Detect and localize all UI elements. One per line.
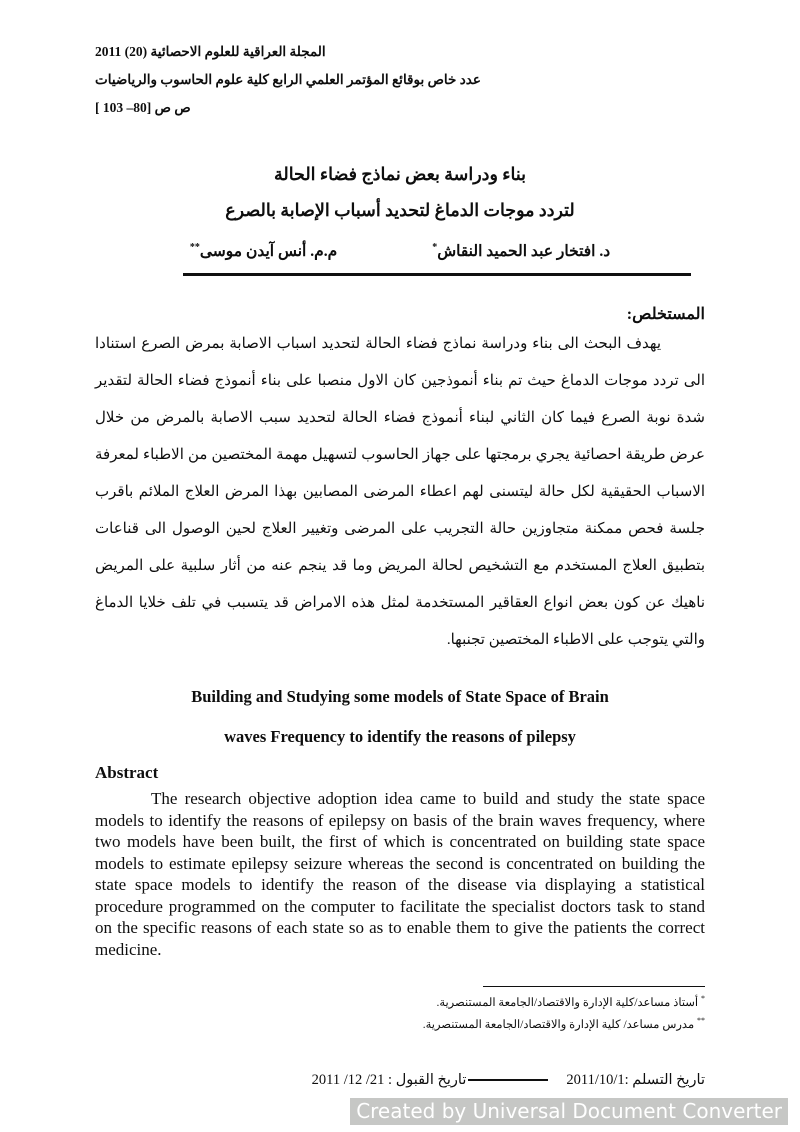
footnote-2 <box>95 1012 705 1034</box>
footnote-1-text: أستاذ مساعد/كلية الإدارة والاقتصاد/الجامعة المستنصرية. <box>436 996 699 1009</box>
author-2-name: م.م. أنس آيدن موسى <box>199 243 338 261</box>
footnotes <box>95 990 705 1034</box>
paper-title-english <box>95 677 705 757</box>
english-abstract-body: The research objective adoption idea came to build and study the state space models to identify the reasons of epilepsy on basis of the brain waves frequency, where two models have been built, the first of which is concentrated on building state space models to estimate epilepsy seizure whereas the second is concentrated on building the state space models to identify the reason of the disease via displaying a statistical procedure programmed on the computer to facilitate the specialist doctors task to stand on the specific reasons of each state so as to enable them to give the patients the correct medicine. <box>95 789 705 959</box>
paper-title-english-line2: waves Frequency to identify the reasons of pilepsy <box>224 727 576 747</box>
authors-row <box>95 242 705 261</box>
author-1 <box>432 242 610 261</box>
journal-header <box>95 38 705 122</box>
footnote-2-text: مدرس مساعد/ كلية الإدارة والاقتصاد/الجامعة المستنصرية. <box>422 1018 695 1031</box>
author-2-footnote-mark: ** <box>189 242 200 253</box>
date-received: تاريخ التسلم :2011/10/1 <box>566 1071 705 1088</box>
footnote-1-mark: * <box>701 994 705 1004</box>
author-1-footnote-mark: * <box>432 242 438 253</box>
paper-title-arabic <box>95 156 705 228</box>
author-2 <box>190 242 337 261</box>
paper-title-arabic-line2: لتردد موجات الدماغ لتحديد أسباب الإصابة بالصرع <box>225 200 575 220</box>
journal-title-line: المجلة العراقية للعلوم الاحصائية (20) 2011 <box>95 44 326 59</box>
paper-title-arabic-line1: بناء ودراسة بعض نماذج فضاء الحالة <box>274 164 526 184</box>
submission-dates-row <box>95 1072 705 1089</box>
footnote-divider-rule <box>483 986 705 987</box>
title-divider-rule <box>183 273 691 276</box>
journal-issue-line: عدد خاص بوقائع المؤتمر العلمي الرابع كلية علوم الحاسوب والرياضيات <box>95 72 481 87</box>
english-abstract-heading: Abstract <box>95 763 159 783</box>
date-accepted: تاريخ القبول : 21/ 12/ 2011 <box>311 1071 467 1088</box>
arabic-abstract-heading: المستخلص: <box>626 306 705 324</box>
footnote-1 <box>95 990 705 1012</box>
footnote-2-mark: ** <box>697 1015 705 1025</box>
dates-separator-line <box>468 1079 548 1081</box>
paper-title-english-line1: Building and Studying some models of State Space of Brain <box>191 687 609 707</box>
converter-watermark: Created by Universal Document Converter <box>350 1098 788 1125</box>
arabic-abstract-body: يهدف البحث الى بناء ودراسة نماذج فضاء الحالة لتحديد اسباب الاصابة بمرض الصرع استنادا الى تردد موجات الدماغ حيث تم بناء أنموذجين كان الاول منصبا على بناء أنموذج فضاء الحالة لتقدير شدة نوبة الصرع فيما كان الثاني لبناء أنموذج فضاء الحالة لتحديد سبب الاصابة بالمرض من خلال عرض طريقة احصائية يجري برمجتها على جهاز الحاسوب لتسهيل مهمة المختصين من الاطباء لمعرفة الاسباب الحقيقية لكل حالة ليتسنى لهم اعطاء المرضى المصابين بهذا المرض العلاج الملائم باقرب جلسة فحص ممكنة متجاوزين حالة التجريب على المرضى وتغيير العلاج لحين الوصول الى قناعات بتطبيق العلاج المستخدم مع التشخيص لحالة المريض وما قد ينجم عنه من أثار سلبية على المريض ناهيك عن كون بعض انواع العقاقير المستخدمة لمثل هذه الامراض قد يتسبب في تلف خلايا الدماغ والتي يتوجب على الاطباء المختصين تجنبها. <box>95 336 705 649</box>
author-1-name: د. افتخار عبد الحميد النقاش <box>437 243 611 261</box>
journal-pages-line: ص ص [80– 103 ] <box>95 100 191 115</box>
